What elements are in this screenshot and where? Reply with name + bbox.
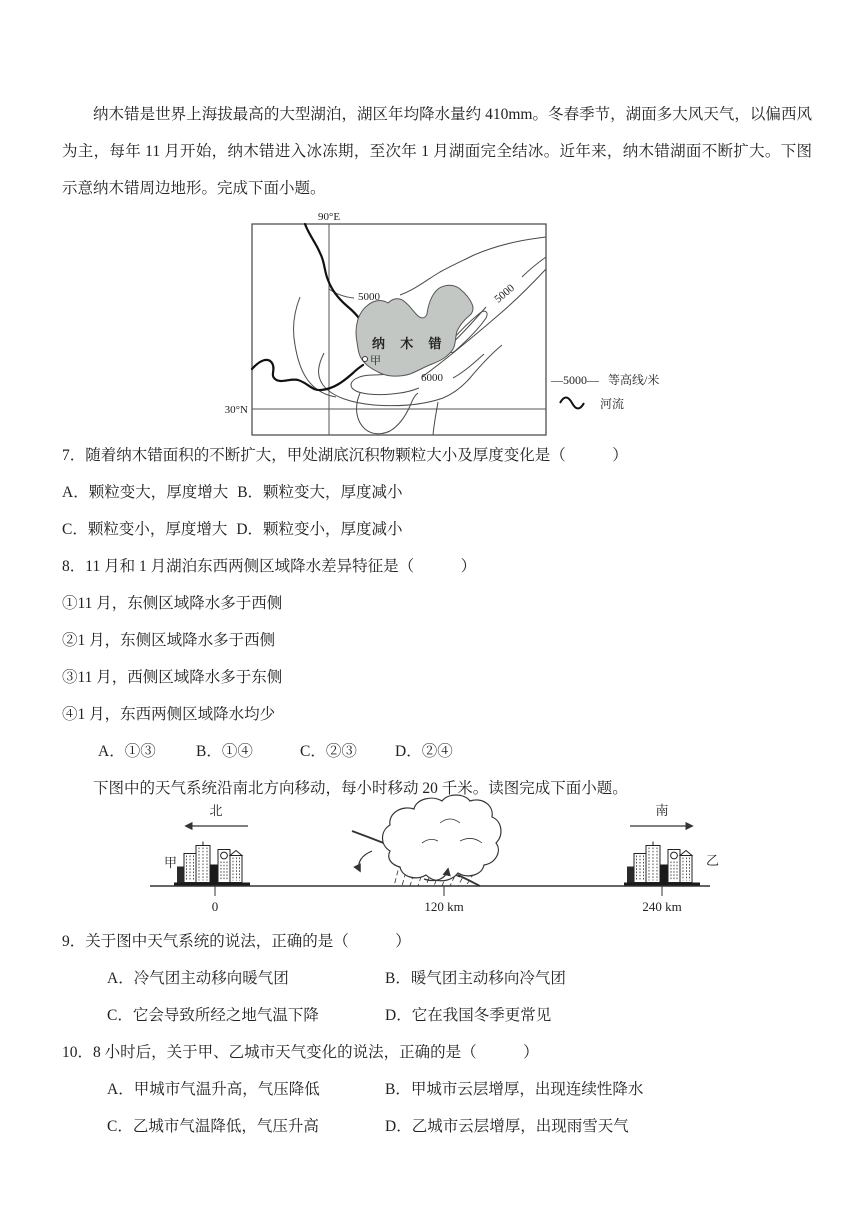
option-c: C．②③: [300, 743, 357, 760]
tick-label-0: 0: [211, 899, 219, 914]
lake-name-label: 纳 木 错: [372, 336, 448, 351]
option-b: B．甲城市云层增厚，出现连续性降水: [385, 1081, 644, 1098]
distance-tick-marks: [215, 886, 662, 896]
question-stem: 11 月和 1 月湖泊东西两侧区域降水差异特征是（ ）: [85, 558, 477, 575]
option-b: B．暖气团主动移向冷气团: [385, 970, 566, 987]
legend-contour-symbol: —5000—: [551, 373, 599, 387]
question-10: [0, 1034, 868, 1145]
north-label: 北: [209, 803, 223, 818]
option-b: B．颗粒变大，厚度减小: [237, 484, 403, 501]
option-c: C．它会导致所经之地气温下降: [107, 1007, 319, 1024]
legend-river-label: 河流: [600, 397, 625, 411]
option-d: D．乙城市云层增厚，出现雨雪天气: [385, 1118, 629, 1135]
longitude-label: 90°E: [317, 211, 341, 223]
map-legend: [550, 372, 659, 411]
city-left-illustration: [174, 842, 250, 887]
cloud-shape: [383, 795, 501, 881]
tick-label-120km: 120 km: [424, 899, 464, 914]
cold-front-diagram: [140, 793, 868, 923]
question-number: 9．: [62, 933, 86, 950]
contour-label-5000-top: 5000: [358, 291, 380, 303]
option-a: A．冷气团主动移向暖气团: [107, 970, 289, 987]
question-stem: 8 小时后，关于甲、乙城市天气变化的说法，正确的是（ ）: [93, 1044, 539, 1061]
legend-contour-label: 等高线/米: [608, 373, 660, 387]
city-right-label: 乙: [706, 853, 720, 868]
point-jia-marker: [363, 357, 368, 362]
contour-label-6000: 6000: [421, 372, 443, 384]
question-9: [0, 923, 868, 1034]
namtso-contour-map: [210, 207, 868, 437]
statement-1: ①11 月，东侧区域降水多于西侧: [62, 595, 283, 612]
passage-2: 下图中的天气系统沿南北方向移动，每小时移动 20 千米。读图完成下面小题。: [93, 780, 628, 797]
airflow-arrow-left: [359, 851, 372, 871]
question-stem: 关于图中天气系统的说法，正确的是（ ）: [85, 933, 411, 950]
point-jia-label: 甲: [370, 355, 381, 367]
statement-4: ④1 月，东西两侧区域降水均少: [62, 706, 276, 723]
question-8: [0, 548, 868, 770]
contour-label-5000-ne: 5000: [492, 282, 517, 306]
statement-3: ③11 月，西侧区域降水多于东侧: [62, 669, 283, 686]
question-number: 7．: [62, 447, 86, 464]
question-7: [0, 437, 868, 548]
passage-1: 纳木错是世界上海拔最高的大型湖泊，湖区年均降水量约 410mm。冬春季节，湖面多大风天气，以偏西风为主，每年 11 月开始，纳木错进入冰冻期，至次年 1 月湖面完全结冰。近年来，纳木错湖面不断扩大。下图示意纳木错周边地形。完成下面小题。: [62, 106, 812, 197]
south-label: 南: [655, 803, 669, 818]
latitude-label: 30°N: [224, 404, 248, 416]
option-a: A．颗粒变大，厚度增大: [62, 484, 229, 501]
option-c: C．乙城市气温降低，气压升高: [107, 1118, 319, 1135]
river-lines: [252, 224, 363, 390]
option-c: C．颗粒变小，厚度增大: [62, 521, 228, 538]
statement-2: ②1 月，东侧区域降水多于西侧: [62, 632, 276, 649]
city-right-illustration: [624, 842, 700, 887]
map-svg: [210, 207, 720, 437]
question-number: 10．: [62, 1044, 94, 1061]
option-d: D．它在我国冬季更常见: [385, 1007, 552, 1024]
option-a: A．甲城市气温升高，气压降低: [107, 1081, 320, 1098]
weather-svg: [140, 793, 760, 923]
option-a: A．①③: [98, 743, 156, 760]
option-b: B．①④: [196, 743, 253, 760]
legend-river-symbol: [560, 398, 584, 409]
question-stem: 随着纳木错面积的不断扩大，甲处湖底沉积物颗粒大小及厚度变化是（ ）: [85, 447, 628, 464]
question-number: 8．: [62, 558, 86, 575]
option-d: D．颗粒变小，厚度减小: [236, 521, 403, 538]
option-d: D．②④: [395, 743, 453, 760]
city-left-label: 甲: [164, 855, 178, 870]
tick-label-240km: 240 km: [642, 899, 682, 914]
